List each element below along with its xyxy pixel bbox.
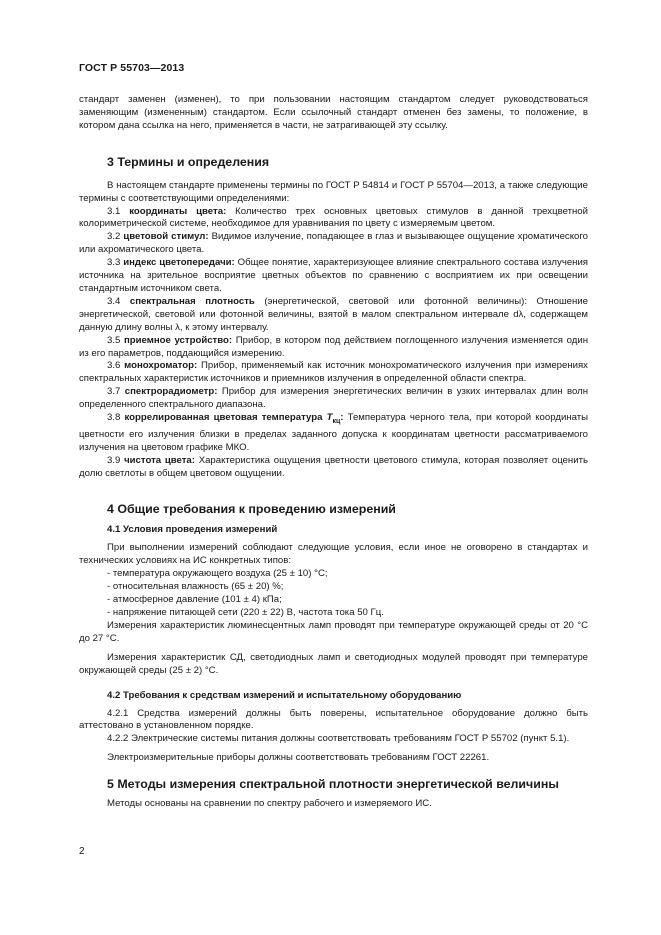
section-5-title: 5 Методы измерения спектральной плотности энергетической величины xyxy=(107,777,559,792)
condition-item: - атмосферное давление (101 ± 4) кПа; xyxy=(107,594,282,606)
term-3-1: 3.1 координаты цвета: Количество трех основных цветовых стимулов в данной трехцветной колориметрической системе, необходимое для уравнивания по цвету с измеряемым цветом. xyxy=(79,205,588,230)
section-4-title: 4 Общие требования к проведению измерений xyxy=(107,502,396,517)
page-number: 2 xyxy=(79,846,85,857)
condition-item: - температура окружающего воздуха (25 ± 10) °С; xyxy=(107,568,328,580)
term-3-3: 3.3 индекс цветопередачи: Общее понятие, характеризующее влияние спектрального состава излучения источника на зрительное восприятие цветных объектов по сравнению с восприятием их при освещении стандартным источником света. xyxy=(79,257,589,294)
page-content xyxy=(79,94,588,811)
subsection-4-2-title: 4.2 Требования к средствам измерений и испытательному оборудованию xyxy=(107,689,462,701)
led-paragraph: Измерения характеристик СД, светодиодных ламп и светодиодных модулей проводят при температуре окружающей среды (25 ± 2) °С. xyxy=(79,651,588,676)
clause-4-2-1: 4.2.1 Средства измерений должны быть поверены, испытательное оборудование должно быть аттестовано в установленном порядке. xyxy=(79,707,588,732)
condition-item: - напряжение питающей сети (220 ± 22) В, частота тока 50 Гц. xyxy=(107,607,384,618)
term-3-4: 3.4 спектральная плотность (энергетической, световой или фотонной величины): Отношение энергетической, световой или фотонной величины, взятой в малом спектральном интервале dλ, содержащем данную длину волны λ, к этому интервалу. xyxy=(79,295,589,333)
section-3-title: 3 Термины и определения xyxy=(107,154,270,169)
section-5-paragraph: Методы основаны на сравнении по спектру рабочего и измеряемого ИС. xyxy=(107,798,432,810)
clause-4-2-2: 4.2.2 Электрические системы питания должны соответствовать требованиям ГОСТ Р 55702 (пункт 5.1). xyxy=(107,733,570,745)
subsection-4-1-title: 4.1 Условия проведения измерений xyxy=(107,524,278,536)
term-3-9: 3.9 чистота цвета: Характеристика ощущения цветности цветового стимула, которая позволяет оценить долю светлоты в общем цветовом ощущении. xyxy=(79,454,588,479)
term-3-8: 3.8 коррелированная цветовая температура $T_{кц}$: Температура черного тела, при которой координаты цветности его излучения близки в пределах заданного допуска к координатам цветности рассматриваемого излучения на цветовом графике МКО. xyxy=(79,412,589,453)
condition-item: - относительная влажность (65 ± 20) %; xyxy=(107,581,284,593)
term-3-7: 3.7 спектрорадиометр: Прибор для измерения энергетических величин в узких интервалах длин волн определенного спектрального диапазона. xyxy=(79,386,588,411)
page-header: ГОСТ Р 55703—2013 xyxy=(79,62,185,74)
fluorescent-paragraph: Измерения характеристик люминесцентных ламп проводят при температуре окружающей среды от 20 °С до 27 °С. xyxy=(79,619,588,644)
subsection-4-1-lead: При выполнении измерений соблюдают следующие условия, если иное не оговорено в стандартах и технических условиях на ИС конкретных типов: xyxy=(79,542,588,567)
term-3-6: 3.6 монохроматор: Прибор, применяемый как источник монохроматического излучения при измерениях спектральных характеристик источников и приемников излучения в определенной области спектра. xyxy=(79,360,588,385)
term-3-5: 3.5 приемное устройство: Прибор, в котором под действием поглощенного излучения изменяется один из его параметров, поддающийся измерению. xyxy=(79,334,589,359)
term-3-2: 3.2 цветовой стимул: Видимое излучение, попадающее в глаз и вызывающее ощущение хроматического или ахроматического цвета. xyxy=(79,231,588,256)
section-3-lead: В настоящем стандарте применены термины по ГОСТ Р 54814 и ГОСТ Р 55704—2013, а также следующие термины с соответствующими определениями: xyxy=(79,179,588,204)
electrical-instruments-paragraph: Электроизмерительные приборы должны соответствовать требованиям ГОСТ 22261. xyxy=(107,752,490,764)
intro-paragraph: стандарт заменен (изменен), то при пользовании настоящим стандартом следует руководствоваться заменяющим (измененным) стандартом. Если ссылочный стандарт отменен без замены, то положение, в котором дана ссылка на него, применяется в части, не затрагивающей эту ссылку. xyxy=(79,94,588,131)
